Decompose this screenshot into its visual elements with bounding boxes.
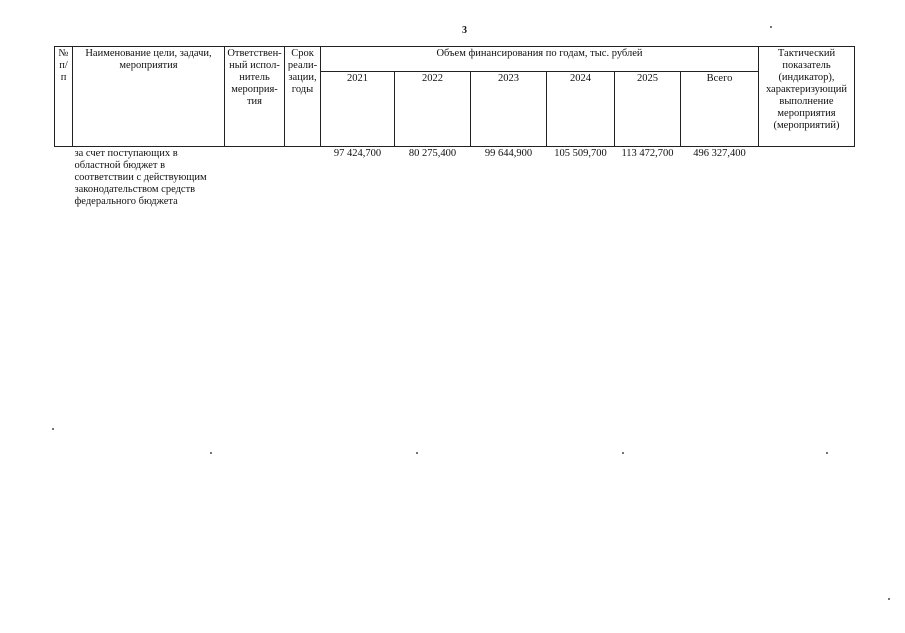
- header-year-2025: 2025: [615, 72, 681, 147]
- header-year-2023: 2023: [471, 72, 547, 147]
- value-2022: 80 275,400: [408, 148, 457, 159]
- scan-speck: [416, 452, 418, 454]
- scan-speck: [888, 598, 890, 600]
- value-2023: 99 644,900: [484, 148, 533, 159]
- scan-speck: [770, 26, 772, 28]
- financing-table: [54, 46, 855, 209]
- header-term: Срок реали- зации, годы: [285, 47, 321, 147]
- header-name: Наименование цели, задачи, мероприятия: [73, 47, 225, 147]
- header-responsible: Ответствен- ный испол- нитель мероприя- тия: [225, 47, 285, 147]
- header-year-2024: 2024: [547, 72, 615, 147]
- row-responsible: [225, 147, 285, 210]
- row-num: [55, 147, 73, 210]
- row-indicator: [759, 147, 855, 210]
- scan-speck: [826, 452, 828, 454]
- header-total: Всего: [681, 72, 759, 147]
- header-financing: Объем финансирования по годам, тыс. рублей: [321, 47, 759, 72]
- value-2024: 105 509,700: [554, 148, 607, 159]
- value-2021: 97 424,700: [333, 148, 382, 159]
- scan-speck: [622, 452, 624, 454]
- value-total: 496 327,400: [693, 148, 746, 159]
- row-term: [285, 147, 321, 210]
- scan-speck: [210, 452, 212, 454]
- scan-speck: [52, 428, 54, 430]
- value-2025: 113 472,700: [621, 148, 674, 159]
- page-number: 3: [462, 25, 467, 36]
- table-row: [55, 147, 855, 210]
- header-year-2022: 2022: [395, 72, 471, 147]
- header-indicator: Тактический показатель (индикатор), характеризующий выполнение мероприятия (мероприятий): [759, 47, 855, 147]
- header-num: № п/п: [55, 47, 73, 147]
- row-name: за счет поступающих в областной бюджет в соответствии с действующим законодательством средств федерального бюджета: [74, 148, 207, 207]
- header-year-2021: 2021: [321, 72, 395, 147]
